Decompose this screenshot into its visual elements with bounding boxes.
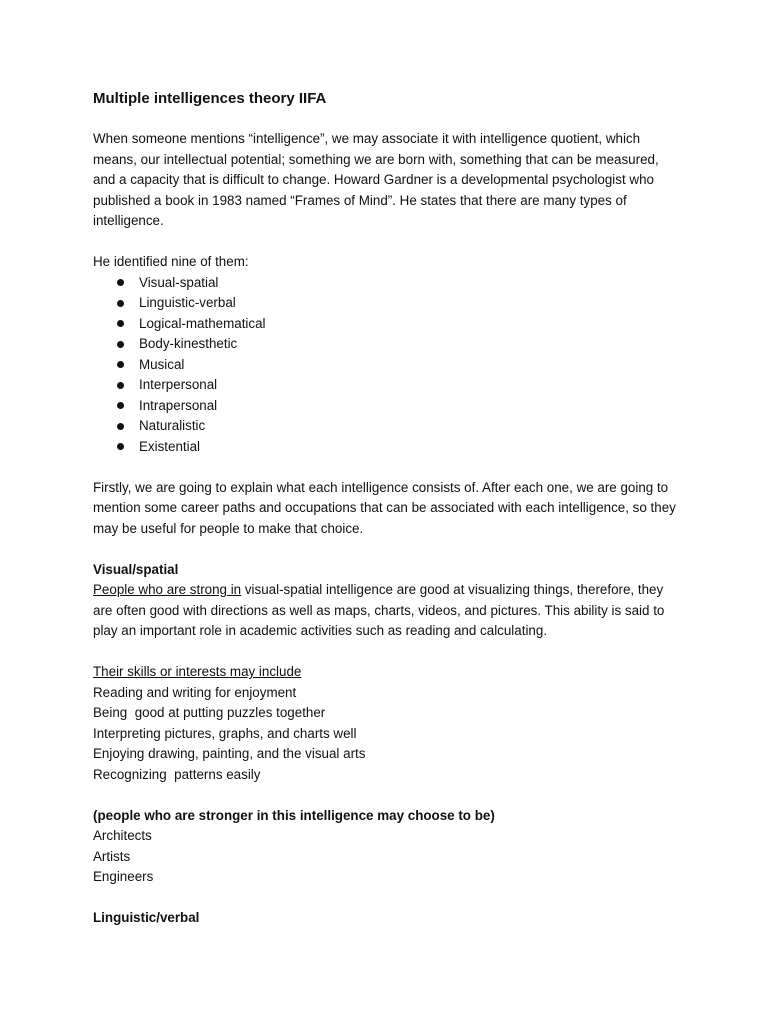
visual-paragraph-text: visual-spatial intelligence are good at visualizing things, therefore, they are often good with directions as well as maps, charts, videos, and pictures. This ability is said to play an important role in academic activities such as reading and calculating. xyxy=(93,582,665,638)
list-item: Intrapersonal xyxy=(93,396,678,417)
list-item: Logical-mathematical xyxy=(93,314,678,335)
spacer xyxy=(93,457,678,478)
skill-item: Interpreting pictures, graphs, and charts well xyxy=(93,725,357,741)
list-item: Existential xyxy=(93,437,678,458)
document-title: Multiple intelligences theory IIFA xyxy=(93,90,327,107)
list-item: Interpersonal xyxy=(93,375,678,396)
list-item: Naturalistic xyxy=(93,416,678,437)
visual-paragraph xyxy=(93,580,678,642)
spacer xyxy=(93,539,678,560)
spacer xyxy=(93,642,678,663)
spacer xyxy=(93,232,678,253)
career-item: Artists xyxy=(93,848,131,864)
underlined-lead: People who are strong in xyxy=(93,582,242,597)
list-item: Body-kinesthetic xyxy=(93,334,678,355)
bullet-icon xyxy=(117,320,124,327)
career-item: Engineers xyxy=(93,869,154,884)
skills-heading: Their skills or interests may include xyxy=(93,664,302,679)
intro-paragraph: When someone mentions “intelligence”, we may associate it with intelligence quotient, which means, our intellectual potential; something we are born with, something that can be measured, and a capacity that is difficult to change. Howard Gardner is a developmental psychologist who published a book in 1983 named “Frames of Mind”. He states that there are many types of intelligence. xyxy=(93,131,659,228)
bullet-icon xyxy=(117,300,124,307)
bullet-icon xyxy=(117,402,124,409)
skill-item: Enjoying drawing, painting, and the visual arts xyxy=(93,746,366,761)
bullet-icon xyxy=(117,443,124,450)
list-item: Musical xyxy=(93,355,678,376)
spacer xyxy=(93,785,678,806)
bullet-icon xyxy=(117,382,124,389)
section-heading-visual: Visual/spatial xyxy=(93,561,179,577)
spacer xyxy=(93,888,678,909)
intelligence-list xyxy=(93,273,678,458)
list-item: Visual-spatial xyxy=(93,273,678,294)
skill-item: Being good at putting puzzles together xyxy=(93,705,326,720)
careers-heading: (people who are stronger in this intelligence may choose to be) xyxy=(93,807,495,823)
skill-item: Recognizing patterns easily xyxy=(93,766,261,782)
skill-item: Reading and writing for enjoyment xyxy=(93,684,297,700)
section-heading-linguistic: Linguistic/verbal xyxy=(93,910,200,925)
list-item: Linguistic-verbal xyxy=(93,293,678,314)
explain-paragraph: Firstly, we are going to explain what each intelligence consists of. After each one, we are going to mention some career paths and occupations that can be associated with each intelligence, so they may be useful for people to make that choice. xyxy=(93,479,676,536)
list-intro: He identified nine of them: xyxy=(93,254,249,269)
bullet-icon xyxy=(117,361,124,368)
bullet-icon xyxy=(117,423,124,430)
bullet-icon xyxy=(117,279,124,286)
career-item: Architects xyxy=(93,828,152,843)
bullet-icon xyxy=(117,341,124,348)
